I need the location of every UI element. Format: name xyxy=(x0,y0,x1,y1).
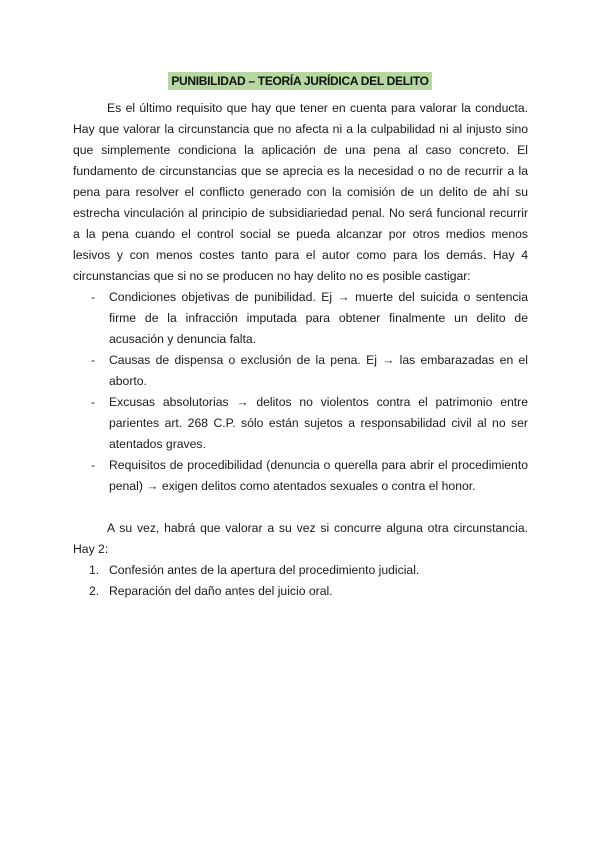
list-item xyxy=(73,455,528,497)
bullet-marker: - xyxy=(91,290,96,304)
bullet-marker: - xyxy=(91,458,96,472)
number-marker: 2. xyxy=(89,584,100,598)
list-item xyxy=(73,560,528,581)
second-paragraph: A su vez, habrá que valorar a su vez si concurre alguna otra circunstancia. Hay 2: xyxy=(73,521,528,556)
page-title: PUNIBILIDAD – TEORÍA JURÍDICA DEL DELITO xyxy=(168,72,431,90)
list-item xyxy=(73,287,528,350)
bullet-marker: - xyxy=(91,395,96,409)
list-item-text: Condiciones objetivas de punibilidad. Ej → muerte del suicida o sentencia firme de la infracción imputada para obtener finalmente un delito de acusación y denuncia falta. xyxy=(109,290,528,346)
numbered-list xyxy=(73,560,528,602)
list-item-text: Confesión antes de la apertura del procedimiento judicial. xyxy=(109,563,420,577)
number-marker: 1. xyxy=(89,563,100,577)
list-item-text: Excusas absolutorias → delitos no violentos contra el patrimonio entre parientes art. 268 C.P. sólo están sujetos a responsabilidad civil al no ser atentados graves. xyxy=(109,395,528,451)
list-item xyxy=(73,581,528,602)
document-body xyxy=(73,98,528,602)
title-container xyxy=(0,72,600,90)
circumstances-list xyxy=(73,287,528,497)
list-item xyxy=(73,350,528,392)
list-item-text: Reparación del daño antes del juicio oral. xyxy=(109,584,333,598)
list-item-text: Requisitos de procedibilidad (denuncia o querella para abrir el procedimiento penal) → exigen delitos como atentados sexuales o contra el honor. xyxy=(109,458,528,493)
paragraph-spacer xyxy=(73,497,528,518)
list-item xyxy=(73,392,528,455)
list-item-text: Causas de dispensa o exclusión de la pena. Ej → las embarazadas en el aborto. xyxy=(109,353,528,388)
bullet-marker: - xyxy=(91,353,96,367)
intro-paragraph: Es el último requisito que hay que tener en cuenta para valorar la conducta. Hay que valorar la circunstancia que no afecta ni a la culpabilidad ni al injusto sino que simplemente condiciona la aplicación de una pena al caso concreto. El fundamento de circunstancias que se aprecia es la necesidad o no de recurrir a la pena para resolver el conflicto generado con la comisión de un delito de ahí su estrecha vinculación al principio de subsidiariedad penal. No será funcional recurrir a la pena cuando el control social se pueda alcanzar por otros medios menos lesivos y con menos costes tanto para el autor como para los demás. Hay 4 circunstancias que si no se producen no hay delito no es posible castigar: xyxy=(73,101,528,283)
